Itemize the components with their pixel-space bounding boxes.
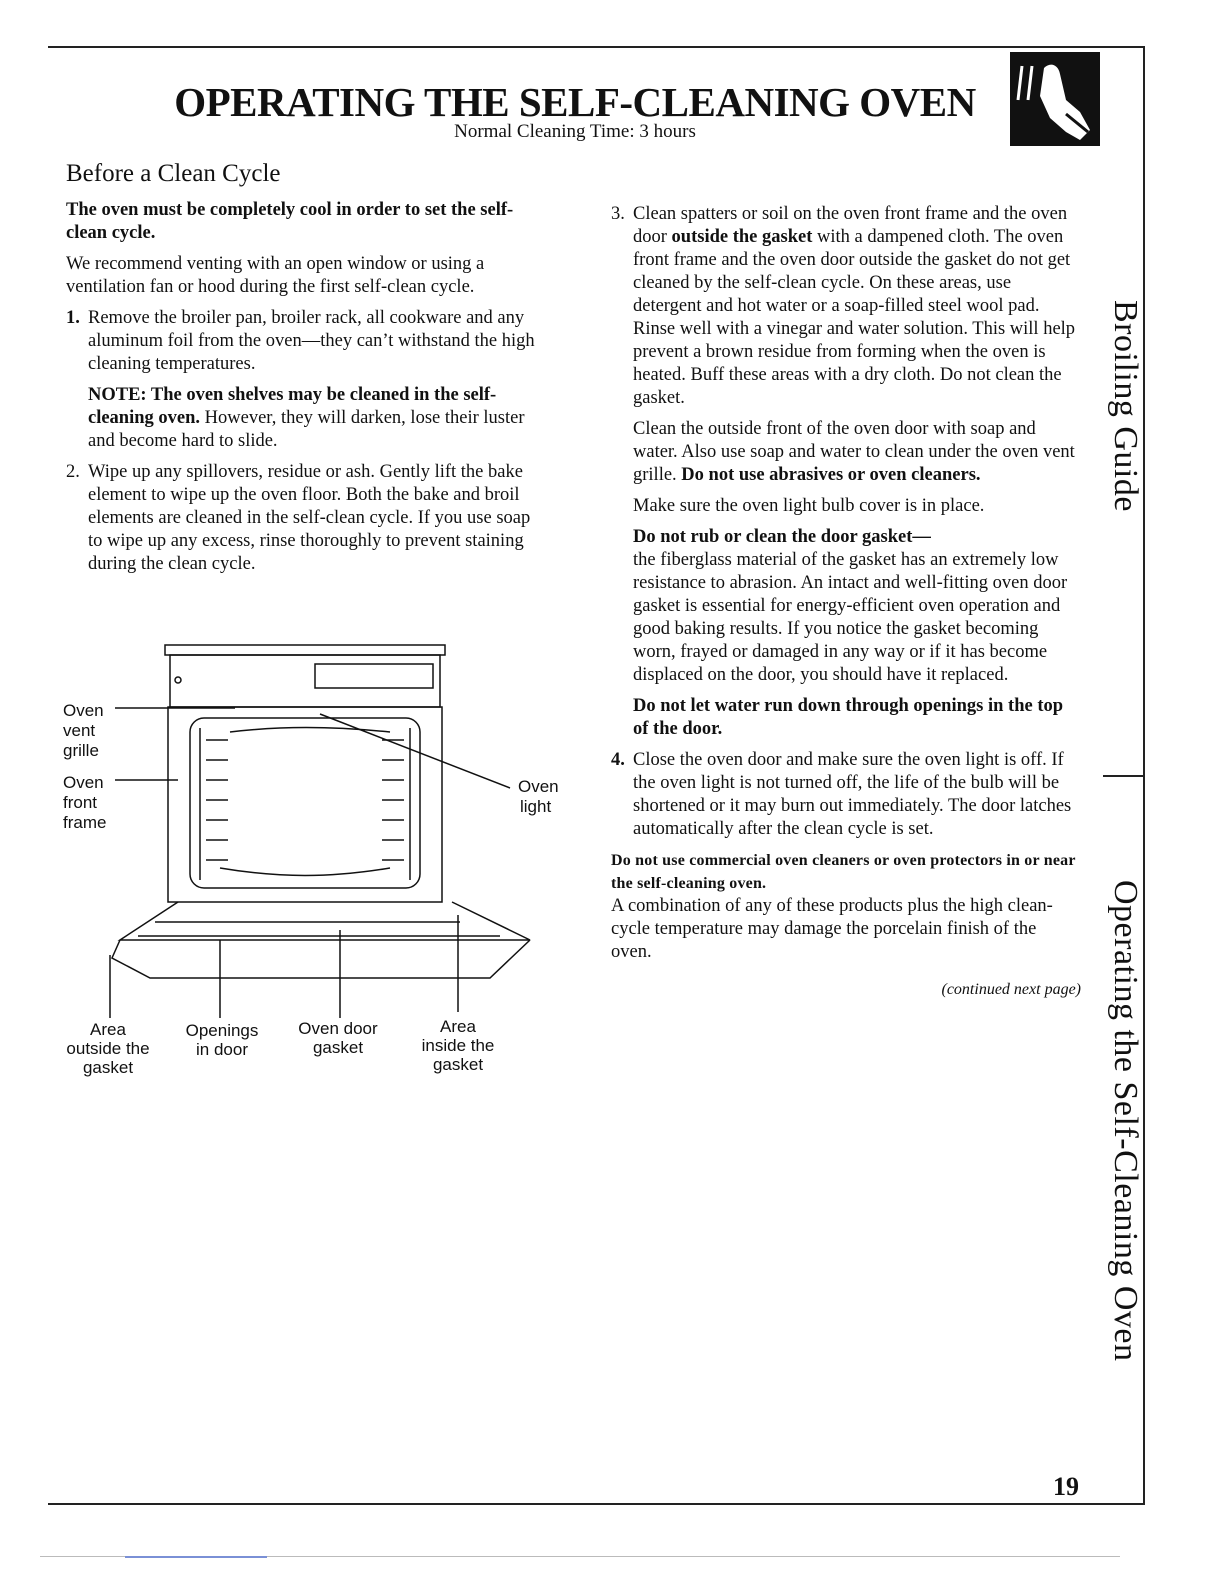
footer-mark (125, 1556, 267, 1558)
page-subtitle: Normal Cleaning Time: 3 hours (454, 121, 696, 142)
left-column (66, 162, 536, 584)
label-area-inside-1: Area (440, 1017, 476, 1036)
bulb-cover-paragraph: Make sure the oven light bulb cover is in place. (633, 496, 985, 516)
right-column (611, 203, 1081, 1001)
page-number: 19 (1053, 1472, 1079, 1501)
label-frame-2: front (63, 793, 98, 812)
gasket-warning: Do not rub or clean the door gasket— (633, 527, 931, 547)
tab-divider (1103, 775, 1145, 777)
continued-note: (continued next page) (941, 981, 1081, 998)
cleaners-text: A combination of any of these products plus the high clean-cycle temperature may damage the porcelain finish of the oven. (611, 896, 1053, 962)
step3-text-bold: outside the gasket (671, 227, 813, 247)
label-door-gasket-1: Oven door (298, 1019, 378, 1038)
label-frame-3: frame (63, 813, 107, 832)
step-number: 3. (611, 204, 625, 224)
hand-cleaning-icon (1010, 52, 1100, 146)
bottom-rule (48, 1503, 1144, 1505)
abrasives-warning: Do not use abrasives or oven cleaners. (681, 465, 981, 485)
step-1 (66, 307, 536, 376)
step-text: Close the oven door and make sure the oven light is off. If the oven light is not turned off, the life of the bulb will be shortened or it may burn out immediately. The door latches automatically after the clean cycle is set. (633, 750, 1072, 839)
label-light-2: light (520, 797, 552, 816)
label-area-outside-2: outside the (66, 1039, 150, 1058)
note-bold: NOTE: The oven shelves may be cleaned in the self-cleaning oven. (88, 385, 497, 428)
gasket-text: the fiberglass material of the gasket has an extremely low resistance to abrasion. An intact and well-fitting oven door gasket is essential for energy-efficient oven operation and good baking results. If you notice the gasket becoming worn, frayed or damaged in any way or if it has become displaced on the door, you should have it replaced. (633, 550, 1068, 685)
step-3 (611, 203, 1081, 410)
step-text: Remove the broiler pan, broiler rack, all cookware and any aluminum foil from the oven—they can’t withstand the high cleaning temperatures. (88, 308, 535, 374)
step-2 (66, 461, 536, 576)
oven-diagram (60, 640, 570, 1090)
label-frame-1: Oven (63, 773, 104, 792)
oven-illustration (112, 645, 530, 978)
label-area-inside-2: inside the (421, 1036, 495, 1055)
step3-text-a: Clean spatters or soil on the oven front frame and the oven door (633, 204, 1068, 247)
label-vent-1: Oven (63, 701, 104, 720)
label-area-outside-3: gasket (82, 1058, 134, 1077)
door-front-text: Clean the outside front of the oven door with soap and water. Also use soap and water to clean under the oven vent grille. (633, 419, 1075, 485)
page-title: OPERATING THE SELF-CLEANING OVEN (174, 79, 976, 125)
label-vent-3: grille (63, 741, 99, 760)
sidetab-self-cleaning[interactable]: Operating the Self-Cleaning Oven (1107, 880, 1144, 1362)
step-number: 2. (66, 462, 80, 482)
leader-lines (110, 708, 510, 1018)
step-text (633, 203, 1081, 410)
section-heading: Before a Clean Cycle (66, 160, 281, 187)
step-number: 1. (66, 308, 80, 328)
step-text: Wipe up any spillovers, residue or ash. Gently lift the bake element to wipe up the oven floor. Both the bake and broil elements are cleaned in the self-clean cycle. If you use soap to wipe up any excess, rinse thoroughly to prevent staining during the clean cycle. (88, 462, 531, 574)
sidetab-broiling-guide[interactable]: Broiling Guide (1107, 300, 1144, 512)
step3-text-c: with a dampened cloth. The oven front frame and the oven door outside the gasket do not get cleaned by the self-clean cycle. On these areas, use detergent and hot water or a soap-filled steel wool pad. Rinse well with a vinegar and water solution. This will help prevent a brown residue from forming when the oven is heated. Buff these areas with a dry cloth. Do not clean the gasket. (633, 227, 1076, 408)
venting-paragraph: We recommend venting with an open window or using a ventilation fan or hood during the first self-clean cycle. (66, 254, 485, 297)
label-light-1: Oven (518, 777, 559, 796)
cleaners-warning: Do not use commercial oven cleaners or oven protectors in or near the self-cleaning oven. (611, 852, 1076, 892)
gasket-paragraph (633, 526, 1081, 687)
label-area-outside-1: Area (90, 1020, 126, 1039)
label-door-gasket-2: gasket (312, 1038, 364, 1057)
step-number: 4. (611, 750, 625, 770)
door-front-paragraph (633, 418, 1081, 487)
label-openings-1: Openings (185, 1021, 259, 1040)
label-vent-2: vent (63, 721, 96, 740)
water-warning: Do not let water run down through openings in the top of the door. (633, 696, 1064, 739)
note-text: However, they will darken, lose their luster and become hard to slide. (88, 408, 525, 451)
cleaners-paragraph (611, 849, 1081, 964)
cool-warning: The oven must be completely cool in order to set the self-clean cycle. (66, 200, 514, 243)
shelves-note (88, 384, 536, 453)
step-4 (611, 749, 1081, 841)
label-area-inside-3: gasket (432, 1055, 484, 1074)
label-openings-2: in door (196, 1040, 248, 1059)
top-rule (48, 46, 1144, 48)
